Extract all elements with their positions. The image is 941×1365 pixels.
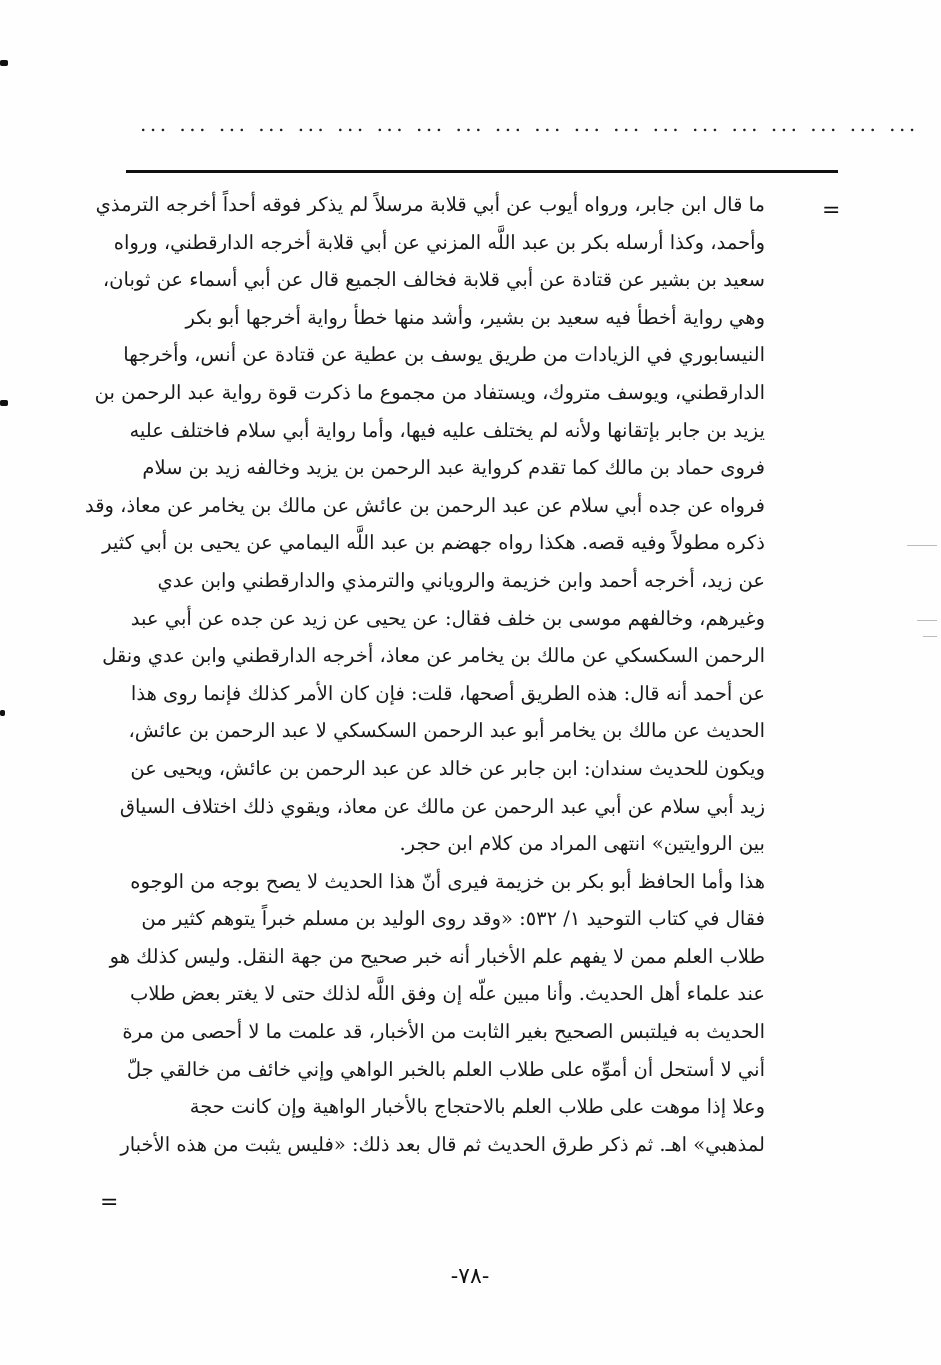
text-line: الحديث به فيلتبس الصحيح بغير الثابت من الأخبار، قد علمت ما لا أحصى من مرة [122, 1020, 765, 1044]
scan-speck [907, 545, 937, 546]
header-rule [126, 170, 838, 173]
text-line: ويكون للحديث سندان: ابن جابر عن خالد عن عبد الرحمن بن عائش، ويحيى عن [130, 756, 765, 780]
text-line: عند علماء أهل الحديث. وأنا مبين علّه إن وفق اللَّه لذلك حتى لا يغتر بعض طلاب [129, 982, 765, 1006]
text-line: أني لا أستحل أن أموِّه على طلاب العلم بالخبر الواهي وإني خائف من خالقي جلّ [126, 1057, 765, 1081]
text-line: فرواه عن جده أبي سلام عن عبد الرحمن بن عائش عن مالك بن يخامر عن معاذ، وقد [85, 493, 765, 517]
text-line: ما قال ابن جابر، ورواه أيوب عن أبي قلابة مرسلاً لم يذكر فوقه أحداً أخرجه الترمذي [95, 193, 765, 216]
scan-speck [917, 620, 937, 621]
text-line: وعلا إذا موهت على طلاب العلم بالاحتجاج بالأخبار الواهية وإن كانت حجة [189, 1095, 765, 1119]
text-line: ذكره مطولاً وفيه قصه. هكذا رواه جهضم بن عبد اللَّه اليمامي عن يحيى بن أبي كثير [102, 531, 765, 555]
continuation-mark-top: = [822, 198, 841, 223]
page-number: -٧٨- [450, 1264, 490, 1289]
text-line: النيسابوري في الزيادات من طريق يوسف بن عطية عن قتادة عن أنس، وأخرجها [123, 343, 765, 367]
text-line: الرحمن السكسكي عن مالك بن يخامر عن معاذ، أخرجه الدارقطني وابن عدي ونقل [102, 644, 765, 668]
text-line: عن زيد، أخرجه أحمد وابن خزيمة والروياني والترمذي والدارقطني وابن عدي [157, 568, 765, 592]
footnote-text [85, 186, 765, 1163]
text-line: طلاب العلم ممن لا يفهم علم الأخبار أنه خبر صحيح من جهة النقل. وليس كذلك هو [109, 944, 765, 968]
scan-speck [923, 636, 937, 637]
text-line: الحديث عن مالك بن يخامر أبو عبد الرحمن السكسكي لا عبد الرحمن بن عائش، [128, 719, 765, 743]
text-line: وأحمد، وكذا أرسله بكر بن عبد اللَّه المزني عن أبي قلابة أخرجه الدارقطني، ورواه [113, 230, 765, 254]
text-line: فقال في كتاب التوحيد ١/ ٥٣٢: «وقد روى الوليد بن مسلم خبراً يتوهم كثير من [141, 907, 765, 931]
header-ellipsis-line: ... ... ... ... ... ... ... ... ... ... ... ... ... ... ... ... ... ... ... ... [140, 112, 919, 136]
text-line: وغيرهم، وخالفهم موسى بن خلف فقال: عن يحيى عن زيد عن جده عن أبي عبد [130, 606, 765, 630]
text-line: هذا وأما الحافظ أبو بكر بن خزيمة فيرى أنّ هذا الحديث لا يصح بوجه من الوجوه [130, 869, 765, 893]
continuation-mark-bottom: = [100, 1190, 119, 1215]
scan-edge-mark [0, 710, 5, 716]
scan-edge-mark [0, 60, 8, 66]
text-line: لمذهبي» اهـ. ثم ذكر طرق الحديث ثم قال بعد ذلك: «فليس يثبت من هذه الأخبار [120, 1132, 765, 1156]
scan-edge-mark [0, 400, 8, 406]
text-line: زيد أبي سلام عن أبي عبد الرحمن عن مالك عن معاذ، ويقوي ذلك اختلاف السياق [119, 794, 765, 818]
text-line: بين الروايتين» انتهى المراد من كلام ابن حجر. [399, 832, 765, 856]
text-line: عن أحمد أنه قال: هذه الطريق أصحها، قلت: فإن كان الأمر كذلك فإنما روى هذا [130, 681, 765, 705]
text-line: فروى حماد بن مالك كما تقدم كرواية عبد الرحمن بن يزيد وخالفه زيد بن سلام [142, 456, 765, 480]
text-line: يزيد بن جابر بإتقانها ولأنه لم يختلف عليه فيها، وأما رواية أبي سلام فاختلف عليه [129, 418, 765, 442]
text-line: سعيد بن بشير عن قتادة عن أبي قلابة فخالف الجميع قال عن أبي أسماء عن ثوبان، [102, 268, 765, 292]
text-line: وهي رواية أخطأ فيه سعيد بن بشير، وأشد منها خطأ رواية أخرجها أبو بكر [185, 305, 765, 329]
text-line: الدارقطني، ويوسف متروك، ويستفاد من مجموع ما ذكرت قوة رواية عبد الرحمن بن [94, 380, 765, 404]
